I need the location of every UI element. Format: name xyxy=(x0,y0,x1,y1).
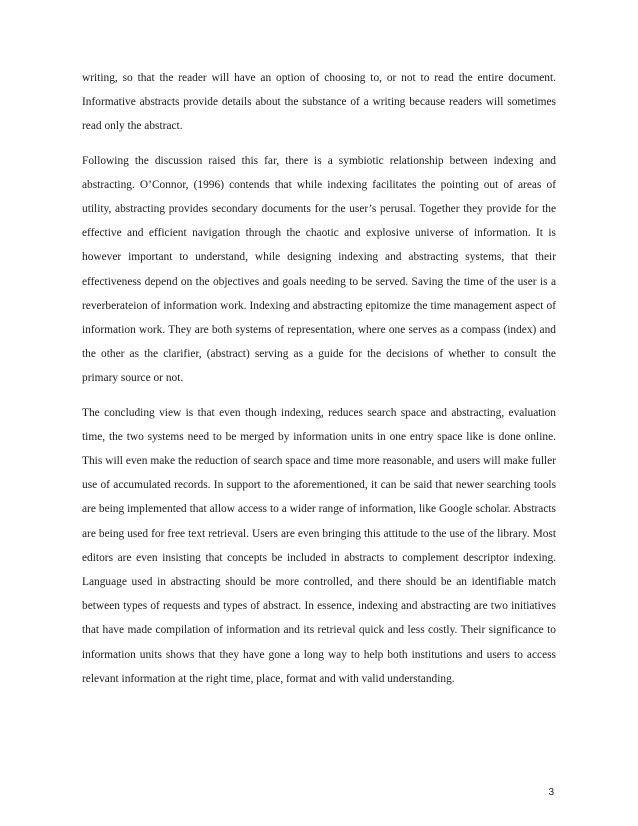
paragraph-abstract-types: writing, so that the reader will have an option of choosing to, or not to read the entire document. Informative abstracts provide details about the substance of a writing because readers will sometimes read only the abstract. xyxy=(82,72,556,133)
paragraph-symbiotic-relationship: Following the discussion raised this far, there is a symbiotic relationship between indexing and abstracting. O’Connor, (1996) contends that while indexing facilitates the pointing out of areas of utility, abstracting provides secondary documents for the user’s perusal. Together they provide for the effective and efficient navigation through the chaotic and explosive universe of information. It is however important to understand, while designing indexing and abstracting systems, that their effectiveness depend on the objectives and goals needing to be served. Saving the time of the user is a reverberateion of information work. Indexing and abstracting epitomize the time management aspect of information work. They are both systems of representation, where one serves as a compass (index) and the other as the clarifier, (abstract) serving as a guide for the decisions of whether to consult the primary source or not. xyxy=(82,154,556,385)
page-number: 3 xyxy=(548,787,554,798)
paragraph-concluding-view: The concluding view is that even though indexing, reduces search space and abstracting, evaluation time, the two systems need to be merged by information units in one entry space like is done online. This will even make the reduction of search space and time more reasonable, and users will make fuller use of accumulated records. In support to the aforementioned, it can be said that newer searching tools are being implemented that allow access to a wider range of information, like Google scholar. Abstracts are being used for free text retrieval. Users are even bringing this attitude to the use of the library. Most editors are even insisting that concepts be included in abstracts to complement descriptor indexing. Language used in abstracting should be more controlled, and there should be an identifiable match between types of requests and types of abstract. In essence, indexing and abstracting are two initiatives that have made compilation of information and its retrieval quick and less costly. Their significance to information units shows that they have gone a long way to help both institutions and users to access relevant information at the right time, place, format and with valid understanding. xyxy=(82,406,556,685)
document-body xyxy=(82,66,556,701)
